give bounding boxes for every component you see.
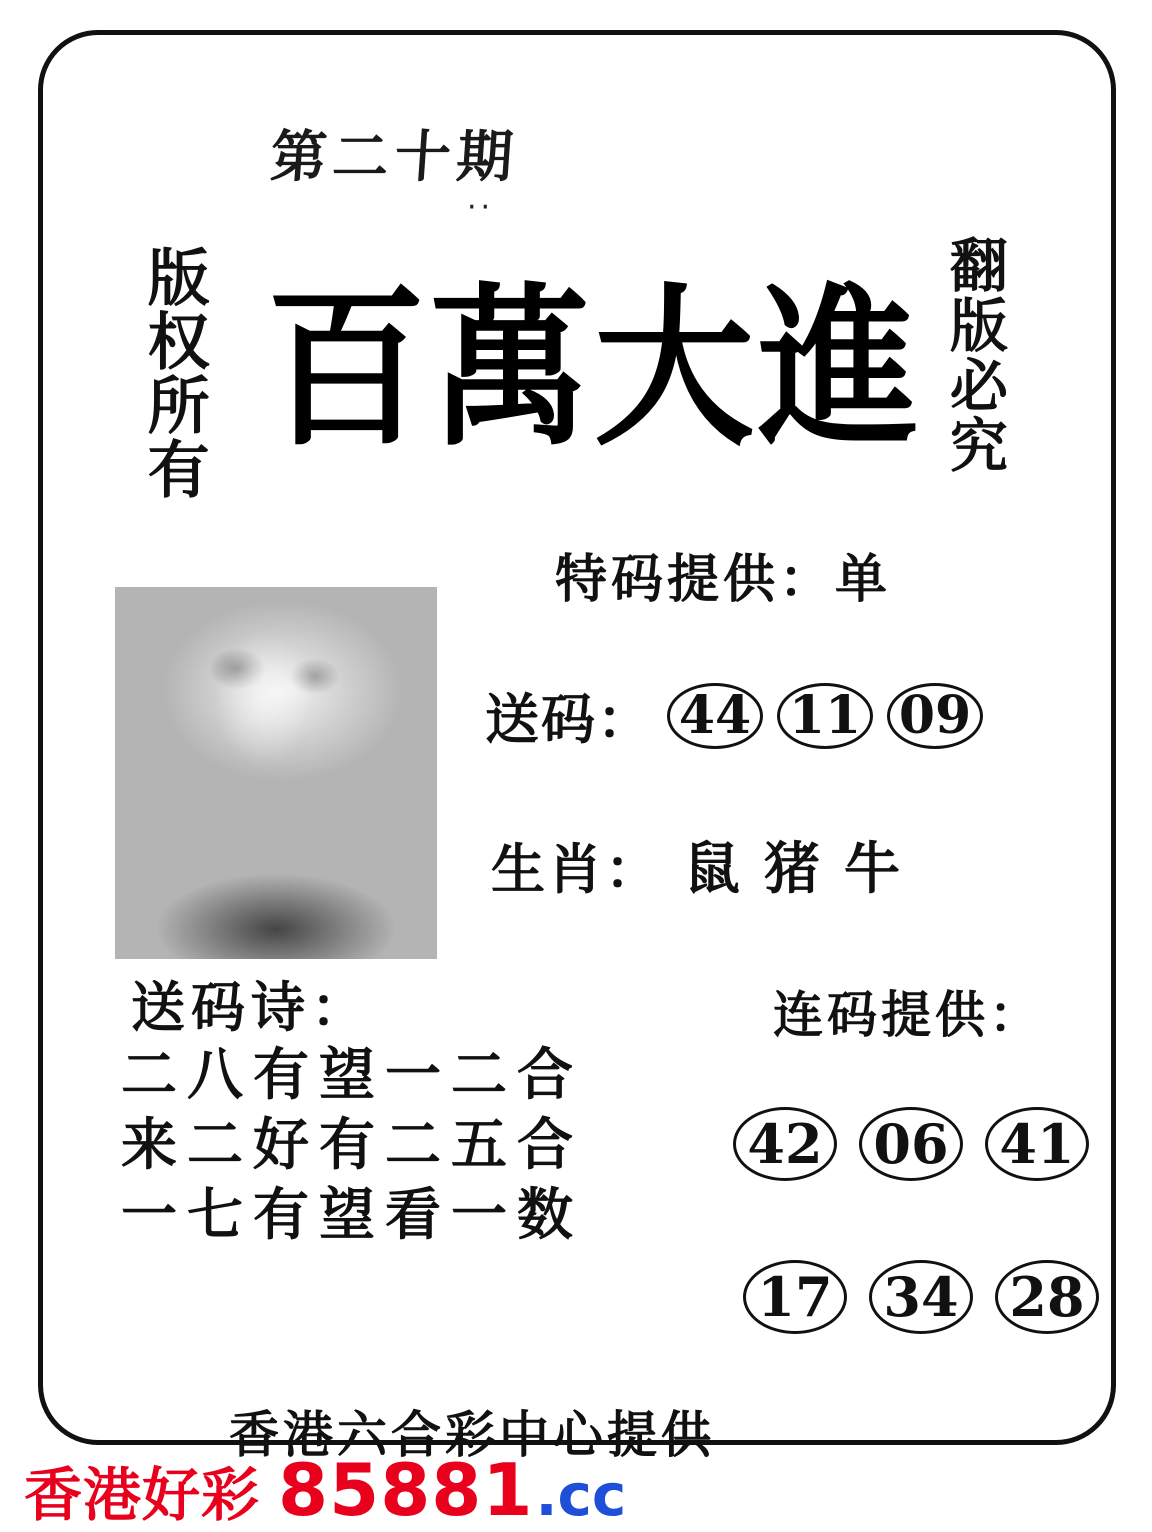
lian-ma-row (733, 1107, 1089, 1181)
lian-ma-number: 17 (743, 1260, 847, 1334)
poem-line: 一七有望看一数 (121, 1182, 583, 1248)
page-title: 百萬大進 (265, 266, 922, 470)
zodiac-value: 鼠 (684, 836, 742, 902)
lian-ma-number: 34 (869, 1260, 973, 1334)
lian-ma-number: 41 (985, 1107, 1089, 1181)
send-code-label: 送码： (485, 687, 653, 751)
promo-text: 香港好彩 (24, 1461, 261, 1529)
lian-ma-number: 42 (733, 1107, 837, 1181)
send-code-number: 44 (667, 683, 763, 749)
zodiac-row (491, 825, 902, 905)
lian-ma-number: 06 (859, 1107, 963, 1181)
copyright-right-text: 翻版必究 (939, 235, 1008, 475)
poster-card (38, 30, 1116, 1464)
lian-ma-number: 28 (995, 1260, 1099, 1334)
poem-line: 二八有望一二合 (121, 1042, 583, 1108)
zodiac-value: 猪 (764, 836, 822, 902)
promo-banner (24, 1448, 626, 1532)
copyright-left-text: 版权所有 (137, 245, 211, 501)
send-code-number: 11 (777, 683, 873, 749)
special-code-supply: 特码提供：单 (555, 549, 892, 610)
zodiac-value: 牛 (844, 836, 902, 902)
issue-number: 第二十期 (268, 124, 522, 190)
zodiac-label: 生肖： (491, 836, 662, 901)
lian-ma-row (743, 1260, 1099, 1334)
promo-tld: .cc (535, 1461, 627, 1529)
portrait-photo (115, 587, 437, 959)
poem-body (121, 1040, 583, 1250)
lian-ma-title: 连码提供： (773, 985, 1043, 1044)
poem-title: 送码诗： (131, 975, 371, 1039)
send-code-row (485, 677, 983, 754)
promo-number: 85881 (278, 1448, 534, 1532)
poem-line: 来二好有二五合 (121, 1112, 583, 1178)
footer-source: 香港六合彩中心提供 (229, 1405, 715, 1464)
issue-dots-decoration: ·· (467, 190, 495, 225)
send-code-number: 09 (887, 683, 983, 749)
